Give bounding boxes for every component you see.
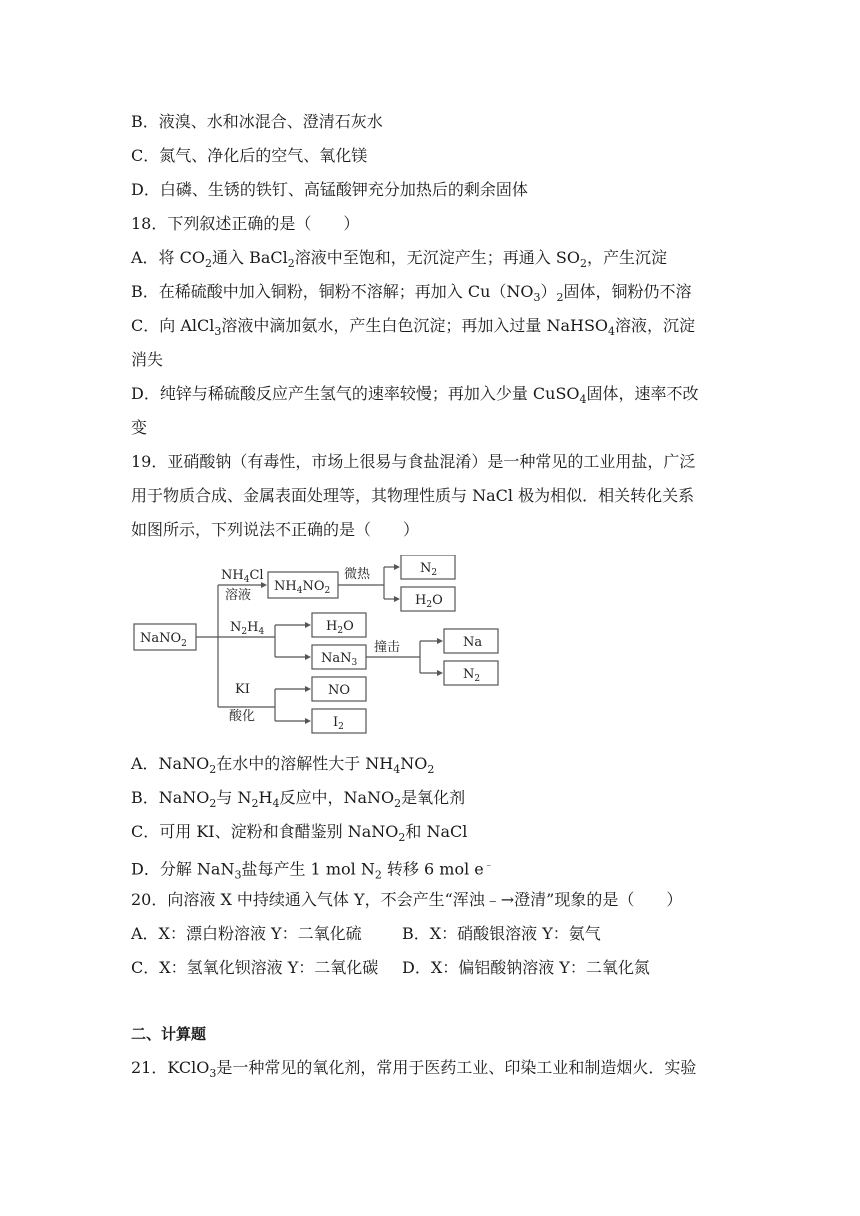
q21-stem: 21．KClO$_3$是一种常见的氧化剂，常用于医药工业、印染工业和制造烟火．实验 xyxy=(131,1058,697,1081)
label-h2o-middle: $H_2O$ xyxy=(326,619,354,636)
q20-option-b: B．X：硝酸银溶液 Y：氨气 xyxy=(402,924,601,943)
q19-stem-line1: 19．亚硝酸钠（有毒性，市场上很易与食盐混淆）是一种常见的工业用盐，广泛 xyxy=(131,452,696,471)
q18-option-d-line2: 变 xyxy=(131,418,148,437)
label-ki: KI xyxy=(235,682,250,697)
label-n2h4: $N_2H_4$ xyxy=(230,620,265,637)
q18-option-b: B．在稀硫酸中加入铜粉，铜粉不溶解；再加入 $Cu(NO_3)_2$固体，铜粉仍不溶 xyxy=(131,282,692,305)
label-suanhua: 酸化 xyxy=(229,709,256,724)
q19-stem-line3: 如图所示，下列说法不正确的是（ ） xyxy=(131,520,420,539)
section-heading: 二、计算题 xyxy=(131,1025,207,1043)
q18-stem: 18．下列叙述正确的是（ ） xyxy=(131,214,360,233)
q19-stem-line2: 用于物质合成、金属表面处理等，其物理性质与 NaCl 极为相似．相关转化关系 xyxy=(131,486,695,505)
label-i2: $I_2$ xyxy=(333,715,344,732)
q19-option-a: A．NaNO$_2$在水中的溶解性大于 $NH_4NO_2$ xyxy=(131,754,435,777)
label-n2-bottom: $N_2$ xyxy=(463,667,481,684)
q17-option-d: D．白磷、生锈的铁钉、高锰酸钾充分加热后的剩余固体 xyxy=(131,180,528,199)
label-nh4no2: $NH_4NO_2$ xyxy=(274,579,331,596)
conversion-diagram xyxy=(130,555,510,740)
label-nh4cl: $NH_4Cl$ xyxy=(221,568,264,585)
label-nan3: NaN$_3$ xyxy=(321,651,358,668)
q18-option-c-line2: 消失 xyxy=(131,350,164,369)
q20-option-d: D．X：偏铝酸钠溶液 Y：二氧化氮 xyxy=(402,958,650,977)
q18-option-c-line1: C．向 AlCl$_3$溶液中滴加氨水，产生白色沉淀；再加入过量 NaHSO$_4$溶液，沉淀 xyxy=(131,316,696,339)
q20-stem: 20．向溶液 X 中持续通入气体 Y，不会产生“浑浊﹣→澄清”现象的是（ ） xyxy=(131,890,683,909)
q19-option-c: C．可用 KI、淀粉和食醋鉴别 NaNO$_2$和 NaCl xyxy=(131,822,468,845)
q20-option-c: C．X：氢氧化钡溶液 Y：二氧化碳 xyxy=(131,958,379,977)
q19-option-d: D．分解 NaN$_3$盐每产生 1 mol $N_2$ 转移 6 mol e﹣ xyxy=(131,859,494,882)
label-zhuangji: 撞击 xyxy=(374,640,401,655)
q19-option-b: B．NaNO$_2$与 $N_2H_4$反应中，NaNO$_2$是氧化剂 xyxy=(131,788,466,811)
label-n2-top: $N_2$ xyxy=(420,561,438,578)
q17-option-b: B．液溴、水和冰混合、澄清石灰水 xyxy=(131,112,383,131)
label-rongye: 溶液 xyxy=(225,588,252,603)
label-na: Na xyxy=(463,635,483,650)
label-h2o-top: $H_2O$ xyxy=(415,593,443,610)
label-weire: 微热 xyxy=(344,567,371,582)
q18-option-a: A．将 $CO_2$通入 BaCl$_2$溶液中至饱和，无沉淀产生；再通入 $SO_2$，产生沉淀 xyxy=(131,248,667,271)
q20-option-a: A．X：漂白粉溶液 Y：二氧化硫 xyxy=(131,924,362,943)
label-nano2: NaNO$_2$ xyxy=(140,631,187,649)
q18-option-d-line1: D．纯锌与稀硫酸反应产生氢气的速率较慢；再加入少量 CuSO$_4$固体，速率不改 xyxy=(131,384,699,407)
label-no: NO xyxy=(328,683,351,698)
q17-option-c: C．氮气、净化后的空气、氧化镁 xyxy=(131,146,368,165)
